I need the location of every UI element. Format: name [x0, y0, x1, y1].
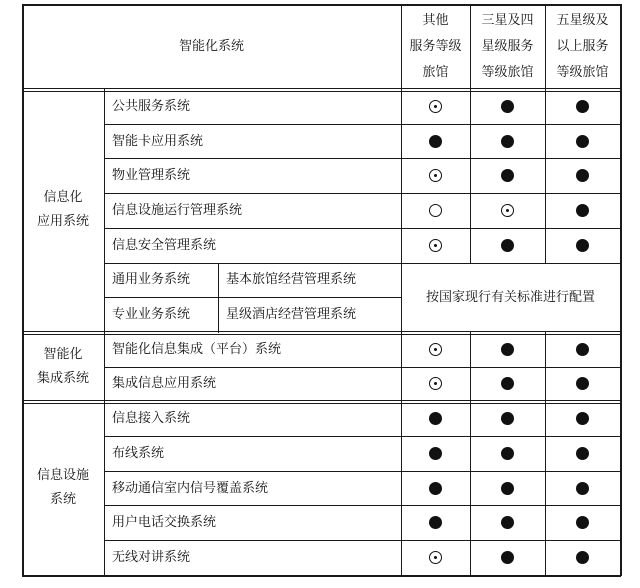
- merged-note: 按国家现行有关标准进行配置: [425, 289, 595, 305]
- row-label: 智能卡应用系统: [112, 133, 204, 149]
- header-tier-1: [401, 4, 470, 89]
- dotted-circle-icon: [429, 343, 442, 356]
- row-label: 布线系统: [112, 445, 165, 461]
- filled-circle-icon: [501, 135, 514, 148]
- filled-circle-icon: [501, 169, 514, 182]
- header-tier-line: 其他: [422, 12, 449, 28]
- filled-circle-icon: [576, 343, 589, 356]
- row-sub-label: 星级酒店经营管理系统: [226, 307, 357, 323]
- filled-circle-icon: [429, 516, 442, 529]
- group-label-line: 信息设施: [36, 468, 89, 484]
- filled-circle-icon: [501, 447, 514, 460]
- header-tier-line: 以上服务: [556, 38, 609, 54]
- filled-circle-icon: [576, 516, 589, 529]
- filled-circle-icon: [576, 169, 589, 182]
- header-tier-line: 星级服务: [481, 38, 534, 54]
- filled-circle-icon: [501, 551, 514, 564]
- dotted-circle-icon: [429, 377, 442, 390]
- filled-circle-icon: [501, 343, 514, 356]
- header-tier-2: [470, 4, 545, 89]
- group-label-line: 集成系统: [36, 370, 89, 386]
- filled-circle-icon: [576, 551, 589, 564]
- group-label-line: 信息化: [43, 190, 83, 206]
- row-label: 用户电话交换系统: [112, 515, 217, 531]
- filled-circle-icon: [429, 482, 442, 495]
- row-label: 信息接入系统: [112, 411, 191, 427]
- filled-circle-icon: [576, 377, 589, 390]
- row-label: 信息安全管理系统: [112, 237, 217, 253]
- filled-circle-icon: [576, 447, 589, 460]
- filled-circle-icon: [576, 204, 589, 217]
- group-label-line: 系统: [49, 492, 76, 508]
- header-tier-line: 等级旅馆: [481, 64, 534, 80]
- row-label: 集成信息应用系统: [112, 376, 217, 392]
- filled-circle-icon: [429, 135, 442, 148]
- empty-circle-icon: [429, 204, 442, 217]
- row-label: 移动通信室内信号覆盖系统: [112, 480, 269, 496]
- filled-circle-icon: [576, 239, 589, 252]
- filled-circle-icon: [576, 412, 589, 425]
- row-label: 信息设施运行管理系统: [112, 202, 243, 218]
- row-label: 物业管理系统: [112, 168, 191, 184]
- header-tier-3: [545, 4, 620, 89]
- header-tier-line: 旅馆: [422, 64, 449, 80]
- row-label: 无线对讲系统: [112, 549, 191, 565]
- filled-circle-icon: [501, 239, 514, 252]
- group-label-3: [22, 401, 104, 575]
- filled-circle-icon: [501, 377, 514, 390]
- group-label-line: 应用系统: [36, 214, 89, 230]
- header-tier-line: 等级旅馆: [556, 64, 609, 80]
- row-sub-label: 基本旅馆经营管理系统: [226, 272, 357, 288]
- filled-circle-icon: [429, 412, 442, 425]
- filled-circle-icon: [501, 482, 514, 495]
- dotted-circle-icon: [429, 551, 442, 564]
- dotted-circle-icon: [429, 239, 442, 252]
- group-label-1: [22, 89, 104, 332]
- header-tier-line: 三星及四: [481, 12, 534, 28]
- filled-circle-icon: [576, 482, 589, 495]
- grid-line-horizontal: [22, 575, 621, 577]
- row-label: 智能化信息集成（平台）系统: [112, 341, 282, 357]
- header-tier-line: 五星级及: [556, 12, 609, 28]
- filled-circle-icon: [501, 100, 514, 113]
- dotted-circle-icon: [501, 204, 514, 217]
- filled-circle-icon: [576, 100, 589, 113]
- filled-circle-icon: [429, 447, 442, 460]
- filled-circle-icon: [501, 516, 514, 529]
- header-tier-line: 服务等级: [409, 38, 462, 54]
- group-label-2: [22, 332, 104, 401]
- dotted-circle-icon: [429, 100, 442, 113]
- row-label: 公共服务系统: [112, 98, 191, 114]
- dotted-circle-icon: [429, 169, 442, 182]
- filled-circle-icon: [576, 135, 589, 148]
- header-system: 智能化系统: [178, 39, 244, 54]
- filled-circle-icon: [501, 412, 514, 425]
- row-label: 通用业务系统: [112, 272, 191, 288]
- row-label: 专业业务系统: [112, 307, 191, 323]
- group-label-line: 智能化: [43, 346, 83, 362]
